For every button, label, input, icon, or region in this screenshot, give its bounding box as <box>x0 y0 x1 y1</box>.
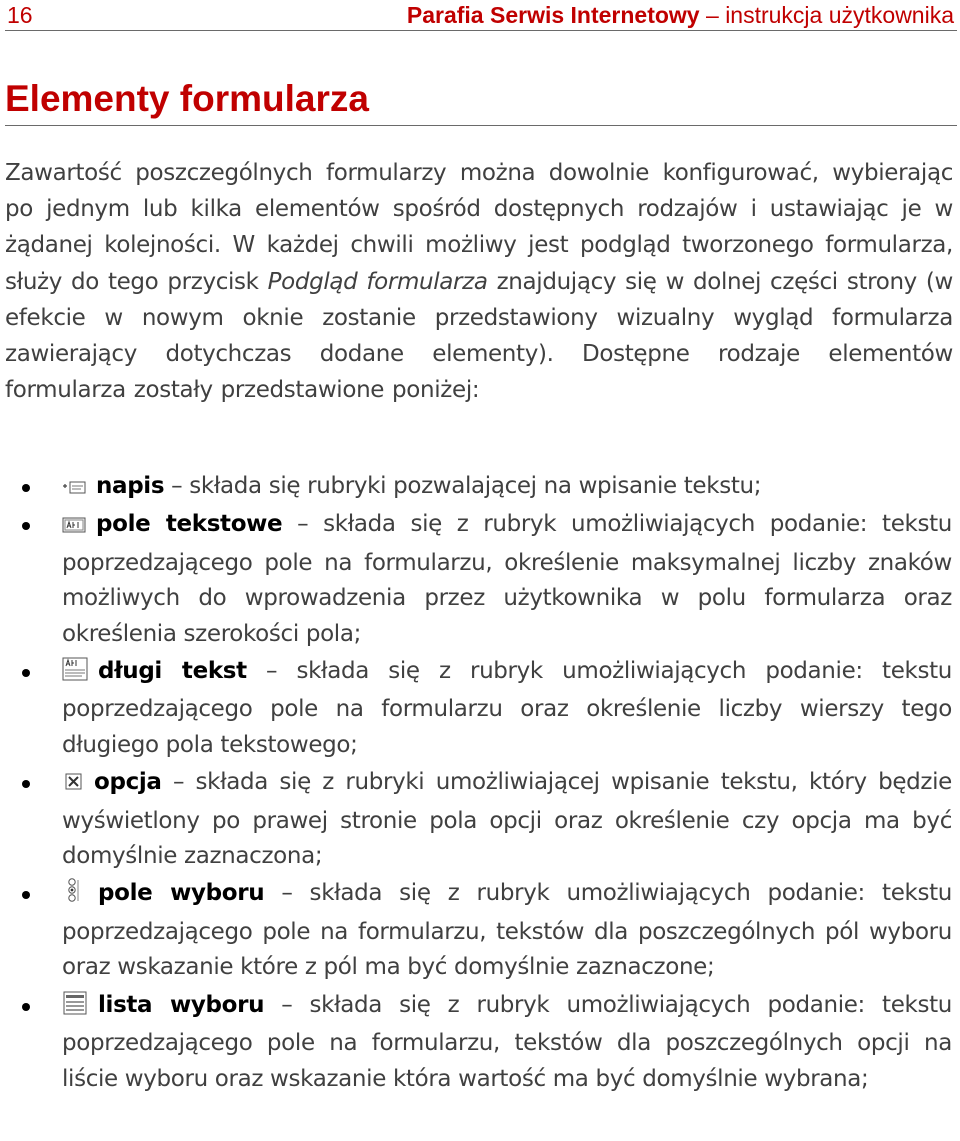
desc-dlugi-tekst: – składa się z rubryk umożliwiających podanie: tekstu poprzedzającego pole na formularzu oraz określenie liczby wierszy tego długiego pola tekstowego; <box>62 658 953 758</box>
term-pole-tekstowe: pole tekstowe <box>96 511 283 538</box>
bullet <box>22 1003 30 1011</box>
bullet <box>22 484 30 492</box>
page-header <box>5 0 957 31</box>
bullet <box>22 522 30 530</box>
intro-text-part1: Zawartość poszczególnych formularzy można dowolnie konfigurować, wybierając po jednym lub kilka elementów spośród dostępnych rodzajów i ustawiając je w żądanej kolejności. W każdej chwili możliwy jest podgląd tworzonego formularza, służy do tego przycisk <box>5 160 953 295</box>
list-item-pole-wyboru <box>0 876 952 985</box>
header-subtitle: instrukcja użytkownika <box>725 2 954 28</box>
radio-group-icon <box>62 877 88 914</box>
textarea-icon <box>62 657 88 692</box>
list-item-pole-tekstowe <box>0 507 952 652</box>
desc-napis: – składa się rubryki pozwalającej na wpisanie tekstu; <box>164 473 762 499</box>
desc-pole-wyboru: – składa się z rubryk umożliwiających podanie: tekstu poprzedzającego pole na formularzu, tekstów dla poszczególnych pól wyboru oraz wskazanie które z pól ma być domyślnie zaznaczone; <box>62 880 952 981</box>
running-title <box>407 2 954 29</box>
desc-lista-wyboru: – składa się z rubryk umożliwiających podanie: tekstu poprzedzającego pole na formularzu, tekstów dla poszczególnych opcji na liście wyboru oraz wskazanie która wartość ma być domyślnie wybrana; <box>62 991 952 1092</box>
list-item-napis <box>0 469 952 507</box>
select-list-icon <box>62 991 88 1026</box>
desc-opcja: – składa się z rubryki umożliwiającej wpisanie tekstu, który będzie wyświetlony po prawej stronie pola opcji oraz określenie czy opcja ma być domyślnie zaznaczona; <box>62 769 952 870</box>
desc-pole-tekstowe: – składa się z rubryk umożliwiających podanie: tekstu poprzedzającego pole na formularzu, określenie maksymalnej liczby znaków możliwych do wprowadzenia przez użytkownika w polu formularza oraz określenia szerokości pola; <box>62 511 952 647</box>
page-number: 16 <box>7 2 33 28</box>
term-lista-wyboru: lista wyboru <box>98 991 265 1018</box>
list-item-lista-wyboru <box>0 988 952 1097</box>
checkbox-icon <box>62 768 84 803</box>
intro-paragraph <box>5 155 953 408</box>
site-name: Parafia Serwis Internetowy <box>406 2 700 28</box>
header-dash: – <box>699 2 726 28</box>
bullet <box>22 669 30 677</box>
section-title: Elementy formularza <box>5 77 957 126</box>
bullet <box>22 780 30 788</box>
list-item-dlugi-tekst <box>0 654 952 763</box>
text-field-icon <box>62 510 86 545</box>
term-dlugi-tekst: długi tekst <box>98 658 247 685</box>
term-opcja: opcja <box>94 769 162 796</box>
text-label-icon <box>62 472 86 507</box>
form-element-list <box>0 467 958 1097</box>
bullet <box>22 891 30 899</box>
list-item-opcja <box>0 765 952 874</box>
preview-button-name: Podgląd formularza <box>267 268 488 295</box>
term-pole-wyboru: pole wyboru <box>98 880 265 907</box>
term-napis: napis <box>96 473 165 499</box>
intro-text-part2: znajdujący się w dolnej części strony (w efekcie w nowym oknie zostanie przedstawiony wizualny wygląd formularza zawierający dotychczas dodane elementy). Dostępne rodzaje elementów formularza zostały przedstawione poniżej: <box>5 268 953 404</box>
